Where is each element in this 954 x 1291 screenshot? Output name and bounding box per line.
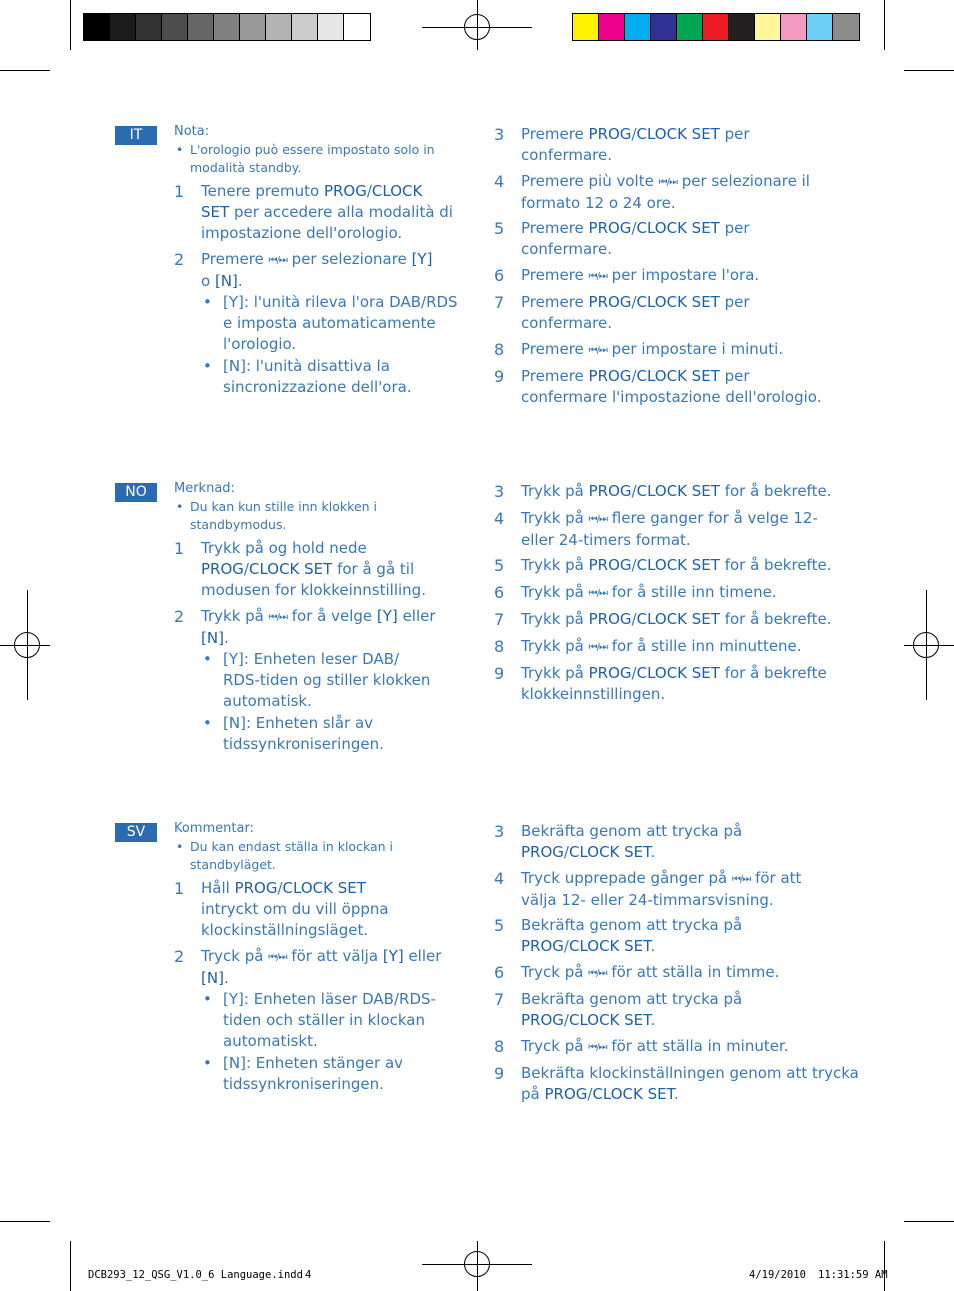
step-number: 6 (494, 963, 505, 982)
step-number: 4 (494, 509, 505, 528)
step-item: 7 Premere PROG/CLOCK SET per confermare. (494, 293, 750, 332)
color-swatch (651, 14, 677, 40)
step-number: 6 (494, 266, 505, 285)
prev-next-icon: ⏮/⏭ (268, 612, 287, 623)
note-text: • L'orologio può essere impostato solo in modalità standby. (176, 142, 435, 175)
registration-mark (0, 645, 50, 646)
registration-mark (27, 590, 28, 700)
step-item: 6 Premere ⏮/⏭ per impostare l'ora. (494, 266, 760, 285)
step-item: 3 Premere PROG/CLOCK SET per confermare. (494, 125, 750, 164)
crop-mark (0, 1221, 50, 1222)
step-number: 2 (174, 947, 185, 966)
prev-next-icon: ⏮/⏭ (731, 874, 751, 885)
step-item: 4 Tryck upprepade gånger på ⏮/⏭ för att välja 12- eller 24-timmarsvisning. (494, 869, 802, 909)
prev-next-icon: ⏮/⏭ (588, 345, 607, 356)
color-swatch (755, 14, 781, 40)
step-number: 1 (174, 539, 185, 558)
prev-next-icon: ⏮/⏭ (588, 642, 607, 653)
step-number: 9 (494, 367, 505, 386)
note-text: • Du kan endast ställa in klockan i standbyläget. (176, 839, 393, 872)
color-swatch (807, 14, 833, 40)
color-swatch (110, 14, 136, 40)
sub-option: • [N]: l'unità disattiva la sincronizzazione dell'ora. (203, 357, 412, 396)
step-number: 9 (494, 664, 505, 683)
language-badge: IT (115, 126, 157, 145)
step-number: 3 (494, 482, 505, 501)
color-swatch (677, 14, 703, 40)
step-item: 5 Trykk på PROG/CLOCK SET for å bekrefte. (494, 556, 832, 575)
color-swatch (344, 14, 370, 40)
step-number: 2 (174, 607, 185, 626)
color-swatch (729, 14, 755, 40)
step-item: 7 Bekräfta genom att trycka på PROG/CLOCK SET. (494, 990, 743, 1029)
sub-option: • [N]: Enheten slår av tidssynkroniseringen. (203, 714, 384, 753)
step-item: 5 Bekräfta genom att trycka på PROG/CLOCK SET. (494, 916, 743, 955)
step-item: 1 Tenere premuto PROG/CLOCK SET per accedere alla modalità di impostazione dell'orologio. (174, 182, 453, 242)
sub-option: • [N]: Enheten stänger av tidssynkroniseringen. (203, 1054, 404, 1093)
sub-option: • [Y]: Enheten läser DAB/RDS- tiden och ställer in klockan automatiskt. (203, 990, 436, 1050)
step-item: 1 Håll PROG/CLOCK SET intryckt om du vill öppna klockinställningsläget. (174, 879, 389, 939)
crop-mark (884, 0, 885, 50)
prev-next-icon: ⏮/⏭ (588, 1042, 607, 1053)
color-swatches (572, 13, 860, 41)
step-number: 3 (494, 822, 505, 841)
step-number: 9 (494, 1064, 505, 1083)
color-swatch (136, 14, 162, 40)
note-title: Merknad: (174, 481, 235, 496)
step-item: 6 Trykk på ⏮/⏭ for å stille inn timene. (494, 583, 777, 602)
color-swatch (703, 14, 729, 40)
step-number: 2 (174, 250, 185, 269)
step-number: 8 (494, 637, 505, 656)
note-title: Kommentar: (174, 821, 254, 836)
step-item: 9 Premere PROG/CLOCK SET per confermare l'impostazione dell'orologio. (494, 367, 822, 406)
step-item: 5 Premere PROG/CLOCK SET per confermare. (494, 219, 750, 258)
prev-next-icon: ⏮/⏭ (588, 588, 607, 599)
prev-next-icon: ⏮/⏭ (268, 952, 287, 963)
step-number: 3 (494, 125, 505, 144)
step-item: 4 Premere più volte ⏮/⏭ per selezionare il formato 12 o 24 ore. (494, 172, 810, 212)
color-swatch (318, 14, 344, 40)
step-number: 4 (494, 869, 505, 888)
step-item: 9 Bekräfta klockinställningen genom att trycka på PROG/CLOCK SET. (494, 1064, 859, 1103)
note-text: • Du kan kun stille inn klokken i standbymodus. (176, 499, 378, 532)
step-item: 2 Premere ⏮/⏭ per selezionare [Y] o [N]. (174, 250, 433, 290)
crop-mark (70, 0, 71, 50)
crop-mark (904, 1221, 954, 1222)
registration-mark (477, 1241, 478, 1291)
step-number: 5 (494, 219, 505, 238)
prev-next-icon: ⏮/⏭ (268, 255, 287, 266)
step-number: 8 (494, 340, 505, 359)
footer-filename: DCB293_12_QSG_V1.0_6 Language.indd (88, 1269, 303, 1281)
crop-mark (884, 1241, 885, 1291)
crop-mark (70, 1241, 71, 1291)
step-item: 1 Trykk på og hold nede PROG/CLOCK SET for å gå til modusen for klokkeinnstilling. (174, 539, 426, 599)
step-item: 2 Trykk på ⏮/⏭ for å velge [Y] eller [N]. (174, 607, 436, 647)
color-swatch (292, 14, 318, 40)
footer-time: 11:31:59 AM (818, 1269, 888, 1281)
step-item: 7 Trykk på PROG/CLOCK SET for å bekrefte. (494, 610, 832, 629)
step-item: 4 Trykk på ⏮/⏭ flere ganger for å velge 12- eller 24-timers format. (494, 509, 818, 549)
step-number: 1 (174, 182, 185, 201)
prev-next-icon: ⏮/⏭ (588, 271, 607, 282)
step-number: 5 (494, 556, 505, 575)
color-swatch (240, 14, 266, 40)
crop-mark (904, 70, 954, 71)
step-item: 3 Trykk på PROG/CLOCK SET for å bekrefte. (494, 482, 832, 501)
step-item: 9 Trykk på PROG/CLOCK SET for å bekrefte klokkeinnstillingen. (494, 664, 827, 703)
language-badge: SV (115, 823, 157, 842)
prev-next-icon: ⏮/⏭ (588, 968, 607, 979)
step-number: 7 (494, 293, 505, 312)
sub-option: • [Y]: Enheten leser DAB/ RDS-tiden og stiller klokken automatisk. (203, 650, 431, 710)
grayscale-swatches (83, 13, 371, 41)
step-number: 6 (494, 583, 505, 602)
prev-next-icon: ⏮/⏭ (588, 514, 607, 525)
color-swatch (84, 14, 110, 40)
footer-date: 4/19/2010 (749, 1269, 806, 1281)
prev-next-icon: ⏮/⏭ (658, 177, 677, 188)
color-swatch (266, 14, 292, 40)
crop-mark (0, 70, 50, 71)
step-item: 3 Bekräfta genom att trycka på PROG/CLOCK SET. (494, 822, 743, 861)
color-swatch (162, 14, 188, 40)
note-title: Nota: (174, 124, 210, 139)
step-number: 1 (174, 879, 185, 898)
color-swatch (833, 14, 859, 40)
step-number: 4 (494, 172, 505, 191)
step-item: 8 Tryck på ⏮/⏭ för att ställa in minuter. (494, 1037, 789, 1056)
color-swatch (214, 14, 240, 40)
sub-option: • [Y]: l'unità rileva l'ora DAB/RDS e imposta automaticamente l'orologio. (203, 293, 458, 353)
color-swatch (781, 14, 807, 40)
color-swatch (573, 14, 599, 40)
step-number: 7 (494, 610, 505, 629)
registration-mark (904, 645, 954, 646)
step-number: 8 (494, 1037, 505, 1056)
step-item: 6 Tryck på ⏮/⏭ för att ställa in timme. (494, 963, 780, 982)
step-number: 7 (494, 990, 505, 1009)
step-number: 5 (494, 916, 505, 935)
footer-page: 4 (305, 1269, 312, 1281)
color-swatch (188, 14, 214, 40)
step-item: 8 Trykk på ⏮/⏭ for å stille inn minuttene. (494, 637, 802, 656)
registration-mark (477, 0, 478, 50)
color-swatch (599, 14, 625, 40)
registration-mark (926, 590, 927, 700)
color-swatch (625, 14, 651, 40)
step-item: 8 Premere ⏮/⏭ per impostare i minuti. (494, 340, 784, 359)
language-badge: NO (115, 483, 157, 502)
step-item: 2 Tryck på ⏮/⏭ för att välja [Y] eller [N]. (174, 947, 442, 987)
